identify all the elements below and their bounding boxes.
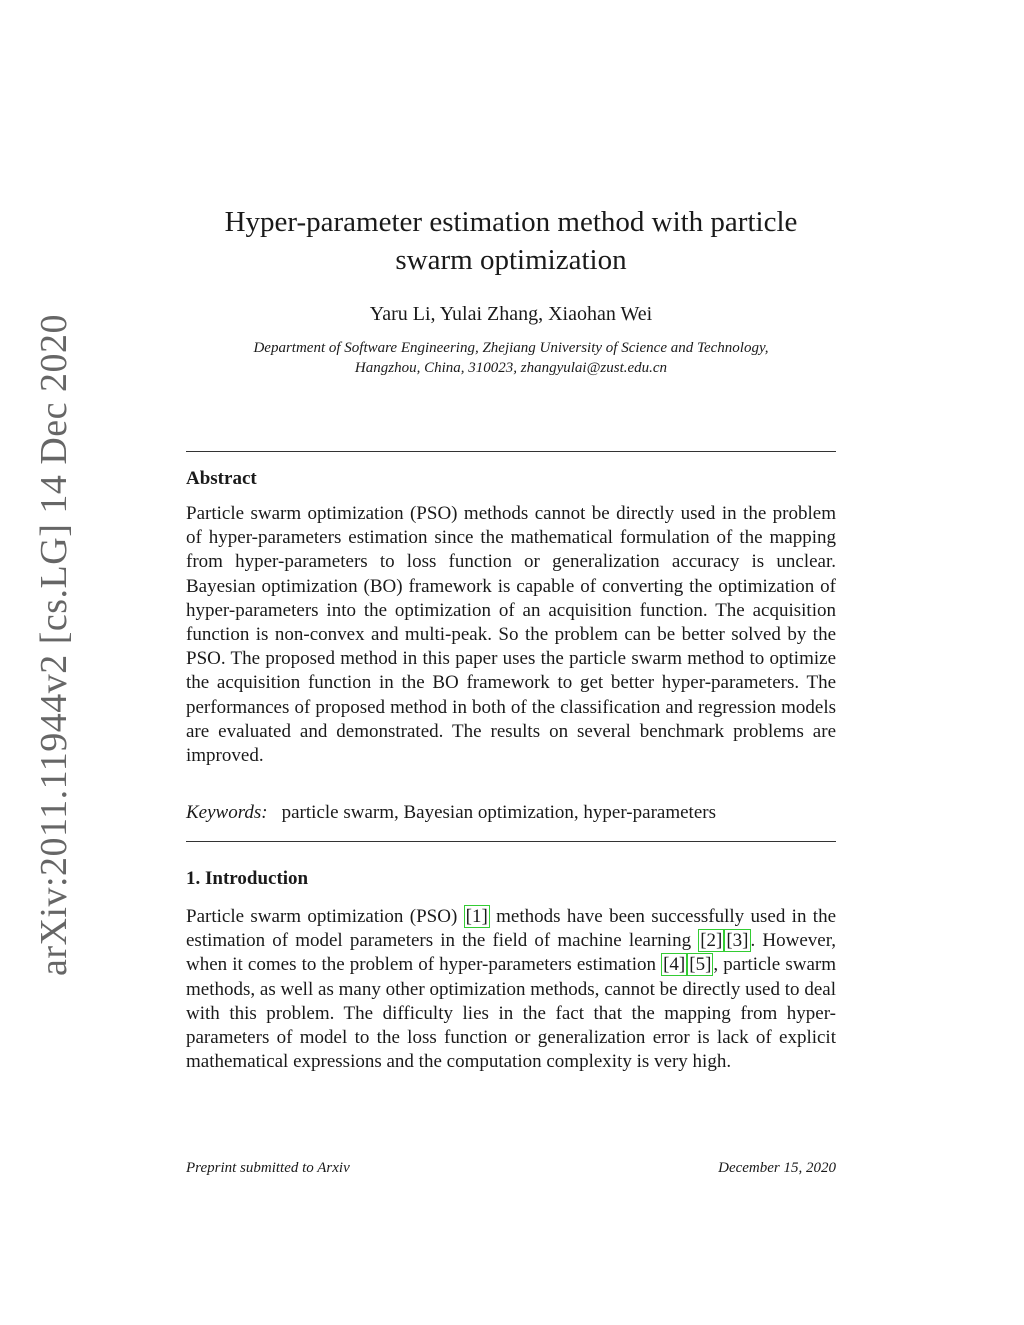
footer-preprint-note: Preprint submitted to Arxiv <box>186 1160 350 1176</box>
intro-segment: Particle swarm optimization (PSO) <box>186 906 464 927</box>
citation-link[interactable]: [5] <box>689 954 712 976</box>
affiliation-line-2: Hangzhou, China, 310023, zhangyulai@zust.edu.cn <box>354 360 668 376</box>
arxiv-stamp: arXiv:2011.11944v2 [cs.LG] 14 Dec 2020 <box>33 313 75 977</box>
title-line-2: swarm optimization <box>395 244 627 276</box>
affiliation <box>186 338 836 378</box>
intro-segment: methods have been successfully used in the estimation of model parameters in the field of machine learning <box>186 906 836 952</box>
paper-title <box>186 203 836 279</box>
author-list: Yaru Li, Yulai Zhang, Xiaohan Wei <box>369 303 653 325</box>
abstract-text: Particle swarm optimization (PSO) methods cannot be directly used in the problem of hyper-parameters estimation since the mathematical formulation of the mapping from hyper-parameters to loss function or generalization accuracy is unclear. Bayesian optimization (BO) framework is capable of converting the optimization of hyper-parameters into the optimization of an acquisition function. The acquisition function is non-convex and multi-peak. So the problem can be better solved by the PSO. The proposed method in this paper uses the particle swarm method to optimize the acquisition function in the BO framework to get better hyper-parameters. The performances of proposed method in both of the classification and regression models are evaluated and demonstrated. The results on several benchmark problems are improved. <box>186 503 836 767</box>
introduction-text <box>186 905 836 1074</box>
citation-link[interactable]: [4] <box>663 954 686 976</box>
introduction-heading: 1. Introduction <box>186 868 309 889</box>
title-line-1: Hyper-parameter estimation method with particle <box>224 206 798 238</box>
abstract-heading: Abstract <box>186 468 257 489</box>
citation-link[interactable]: [1] <box>465 906 488 927</box>
keywords <box>186 802 716 824</box>
footer-date: December 15, 2020 <box>718 1160 836 1176</box>
keywords-text: particle swarm, Bayesian optimization, hyper-parameters <box>281 802 716 823</box>
citation-link[interactable]: [2] <box>700 930 723 952</box>
keywords-label: Keywords: <box>186 802 268 823</box>
abstract-bottom-rule <box>186 841 836 842</box>
intro-segment: , particle swarm methods, as well as many other optimization methods, cannot be directly used to deal with this problem. The difficulty lies in the fact that the mapping from hyper-parameters of model to the loss function or generalization error is lack of explicit mathematical expressions and the computation complexity is very high. <box>186 954 836 1073</box>
intro-segment: . However, when it comes to the problem of hyper-parameters estimation <box>186 930 837 976</box>
affiliation-line-1: Department of Software Engineering, Zhejiang University of Science and Technology, <box>253 340 769 356</box>
abstract-top-rule <box>186 451 836 452</box>
citation-link[interactable]: [3] <box>726 930 749 952</box>
